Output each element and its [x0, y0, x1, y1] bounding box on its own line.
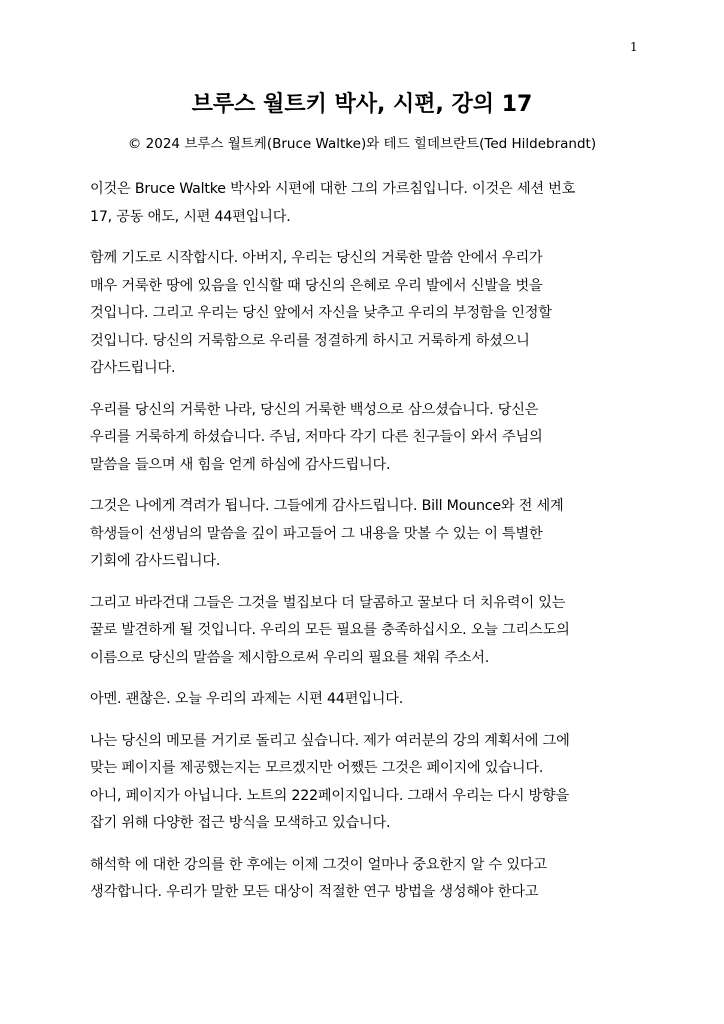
text-line: 감사드립니다.	[90, 360, 176, 376]
text-line: 17, 공동 애도, 시편 44편입니다.	[90, 208, 291, 225]
paragraph	[90, 245, 650, 383]
paragraph	[90, 493, 650, 576]
text-line: 이것은 Bruce Waltke 박사와 시편에 대한 그의 가르침입니다. 이것은 세션 번호	[90, 181, 576, 197]
lecture-transcript	[90, 176, 650, 921]
paragraph	[90, 590, 650, 673]
text-line: 아니, 페이지가 아닙니다. 노트의 222페이지입니다. 그래서 우리는 다시 방향을	[90, 787, 570, 804]
text-line: 생각합니다. 우리가 말한 모든 대상이 적절한 연구 방법을 생성해야 한다고	[90, 884, 539, 900]
text-line: 것입니다. 그리고 우리는 당신 앞에서 자신을 낮추고 우리의 부정함을 인정할	[90, 305, 552, 321]
page-number: 1	[630, 40, 638, 54]
text-line: 나는 당신의 메모를 거기로 돌리고 싶습니다. 제가 여러분의 강의 계획서에 그에	[90, 732, 570, 749]
text-line: 이름으로 당신의 말씀을 제시함으로써 우리의 필요를 채워 주소서.	[90, 649, 490, 666]
text-line: 그것은 나에게 격려가 됩니다. 그들에게 감사드립니다. Bill Mounce와 전 세계	[90, 498, 564, 514]
paragraph	[90, 176, 650, 231]
text-line: 해석학 에 대한 강의를 한 후에는 이제 그것이 얼마나 중요한지 알 수 있다고	[90, 856, 547, 873]
paragraph	[90, 852, 650, 907]
text-line: 학생들이 선생님의 말씀을 깊이 파고들어 그 내용을 맛볼 수 있는 이 특별한	[90, 525, 543, 542]
text-line: 함께 기도로 시작합시다. 아버지, 우리는 당신의 거룩한 말씀 안에서 우리가	[90, 250, 543, 266]
text-line: 기회에 감사드립니다.	[90, 553, 221, 569]
text-line: 아멘. 괜찮은. 오늘 우리의 과제는 시편 44편입니다.	[90, 691, 404, 707]
paragraph	[90, 728, 650, 838]
paragraph	[90, 686, 650, 714]
text-line: 맞는 페이지를 제공했는지는 모르겠지만 어쨌든 그것은 페이지에 있습니다.	[90, 760, 544, 776]
text-line: 꿀로 발견하게 될 것입니다. 우리의 모든 필요를 충족하십시오. 오늘 그리스도의	[90, 622, 570, 638]
text-line: 우리를 당신의 거룩한 나라, 당신의 거룩한 백성으로 삼으셨습니다. 당신은	[90, 401, 539, 418]
text-line: 잡기 위해 다양한 접근 방식을 모색하고 있습니다.	[90, 815, 391, 831]
paragraph	[90, 397, 650, 480]
text-line: 말씀을 들으며 새 힘을 얻게 하심에 감사드립니다.	[90, 456, 391, 473]
text-line: 그리고 바라건대 그들은 그것을 벌집보다 더 달콤하고 꿀보다 더 치유력이 있는	[90, 594, 566, 611]
text-line: 매우 거룩한 땅에 있음을 인식할 때 당신의 은혜로 우리 발에서 신발을 벗을	[90, 277, 543, 294]
copyright-subtitle: © 2024 브루스 월트케(Bruce Waltke)와 테드 힐데브란트(Ted Hildebrandt)	[127, 136, 597, 152]
page-title: 브루스 월트키 박사, 시편, 강의 17	[191, 92, 533, 117]
text-line: 것입니다. 당신의 거룩함으로 우리를 정결하게 하시고 거룩하게 하셨으니	[90, 332, 530, 349]
text-line: 우리를 거룩하게 하셨습니다. 주님, 저마다 각기 다른 친구들이 와서 주님의	[90, 429, 543, 445]
